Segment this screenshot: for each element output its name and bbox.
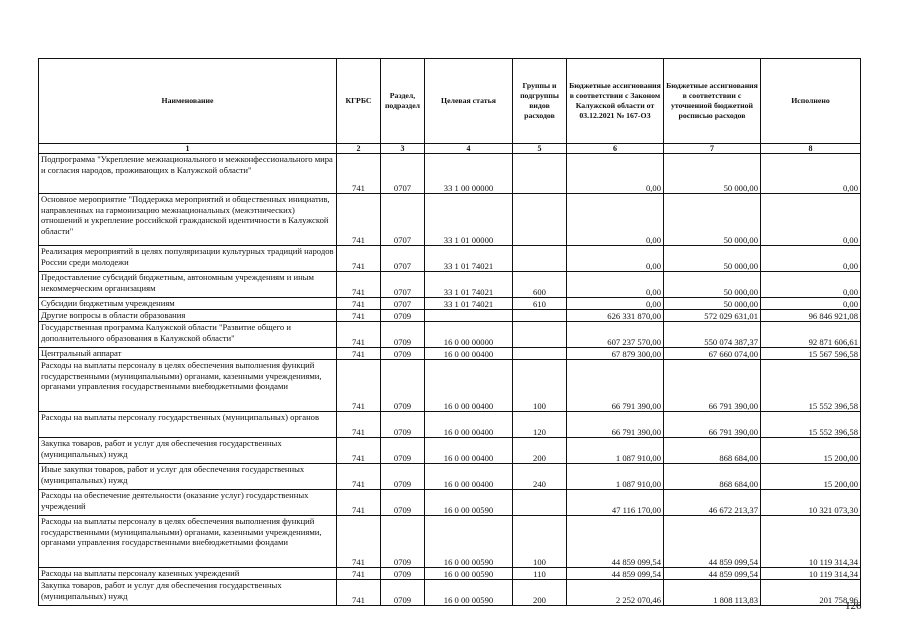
cell-section: 0707 <box>381 154 425 194</box>
cell-expense-group <box>513 194 567 246</box>
cell-name: Расходы на обеспечение деятельности (оказание услуг) государственных учреждений <box>39 490 337 516</box>
cell-target-article: 16 0 00 00400 <box>425 438 513 464</box>
cell-refined-allocation: 66 791 390,00 <box>664 412 761 438</box>
cell-refined-allocation: 1 808 113,83 <box>664 580 761 606</box>
col-header-expense-groups: Группы и подгруппы видов расходов <box>513 59 567 144</box>
cell-name: Реализация мероприятий в целях популяризации культурных традиций народов России среди молодежи <box>39 246 337 272</box>
cell-refined-allocation: 50 000,00 <box>664 246 761 272</box>
col-number: 2 <box>337 144 381 154</box>
cell-name: Государственная программа Калужской области "Развитие общего и дополнительного образования в Калужской области" <box>39 322 337 348</box>
cell-target-article: 33 1 01 74021 <box>425 272 513 298</box>
table-row <box>39 438 861 464</box>
table-row <box>39 516 861 568</box>
cell-kgrbs: 741 <box>337 194 381 246</box>
cell-expense-group: 200 <box>513 438 567 464</box>
table-row <box>39 580 861 606</box>
cell-section: 0709 <box>381 322 425 348</box>
col-number: 3 <box>381 144 425 154</box>
cell-law-allocation: 0,00 <box>567 154 664 194</box>
cell-section: 0709 <box>381 580 425 606</box>
cell-kgrbs: 741 <box>337 298 381 310</box>
table-row <box>39 360 861 412</box>
cell-name: Иные закупки товаров, работ и услуг для обеспечения государственных (муниципальных) нужд <box>39 464 337 490</box>
cell-name: Подпрограмма "Укрепление межнационального и межконфессионального мира и согласия народов, проживающих в Калужской области" <box>39 154 337 194</box>
cell-expense-group: 110 <box>513 568 567 580</box>
col-number: 8 <box>761 144 861 154</box>
col-header-section: Раздел, подраздел <box>381 59 425 144</box>
cell-section: 0709 <box>381 438 425 464</box>
cell-law-allocation: 44 859 099,54 <box>567 516 664 568</box>
cell-executed: 10 119 314,34 <box>761 516 861 568</box>
cell-law-allocation: 607 237 570,00 <box>567 322 664 348</box>
cell-kgrbs: 741 <box>337 310 381 322</box>
cell-refined-allocation: 67 660 074,00 <box>664 348 761 360</box>
cell-refined-allocation: 50 000,00 <box>664 194 761 246</box>
cell-section: 0707 <box>381 272 425 298</box>
cell-target-article: 16 0 00 00400 <box>425 464 513 490</box>
cell-law-allocation: 44 859 099,54 <box>567 568 664 580</box>
cell-expense-group: 610 <box>513 298 567 310</box>
cell-target-article: 33 1 00 00000 <box>425 154 513 194</box>
cell-target-article: 16 0 00 00400 <box>425 412 513 438</box>
cell-law-allocation: 626 331 870,00 <box>567 310 664 322</box>
cell-refined-allocation: 868 684,00 <box>664 464 761 490</box>
cell-name: Расходы на выплаты персоналу казенных учреждений <box>39 568 337 580</box>
cell-name: Основное мероприятие "Поддержка мероприятий и общественных инициатив, направленных на гармонизацию межнациональных (межэтнических) отношений и укрепление российской гражданской идентичности в Калужской области" <box>39 194 337 246</box>
table-row <box>39 310 861 322</box>
table-row <box>39 348 861 360</box>
cell-refined-allocation: 572 029 631,01 <box>664 310 761 322</box>
cell-target-article: 16 0 00 00590 <box>425 490 513 516</box>
header-row <box>39 59 861 144</box>
cell-refined-allocation: 44 859 099,54 <box>664 516 761 568</box>
table-row <box>39 322 861 348</box>
cell-target-article: 33 1 01 74021 <box>425 246 513 272</box>
col-header-law-allocations: Бюджетные ассигнования в соответствии с Законом Калужской области от 03.12.2021 № 167-ОЗ <box>567 59 664 144</box>
cell-refined-allocation: 44 859 099,54 <box>664 568 761 580</box>
cell-target-article: 16 0 00 00590 <box>425 580 513 606</box>
cell-kgrbs: 741 <box>337 322 381 348</box>
cell-expense-group <box>513 154 567 194</box>
cell-executed: 10 119 314,34 <box>761 568 861 580</box>
cell-executed: 0,00 <box>761 194 861 246</box>
cell-section: 0707 <box>381 298 425 310</box>
cell-expense-group: 600 <box>513 272 567 298</box>
cell-law-allocation: 67 879 300,00 <box>567 348 664 360</box>
cell-expense-group: 200 <box>513 580 567 606</box>
cell-executed: 15 200,00 <box>761 438 861 464</box>
cell-expense-group <box>513 246 567 272</box>
table-row <box>39 412 861 438</box>
cell-executed: 10 321 073,30 <box>761 490 861 516</box>
cell-name: Центральный аппарат <box>39 348 337 360</box>
column-number-row <box>39 144 861 154</box>
cell-kgrbs: 741 <box>337 348 381 360</box>
page-number: 126 <box>845 600 862 612</box>
cell-section: 0709 <box>381 568 425 580</box>
cell-kgrbs: 741 <box>337 464 381 490</box>
cell-name: Расходы на выплаты персоналу в целях обеспечения выполнения функций государственными (муниципальными) органами, казенными учреждениями, органами управления государственными внебюджетными фондами <box>39 516 337 568</box>
cell-section: 0707 <box>381 246 425 272</box>
cell-kgrbs: 741 <box>337 516 381 568</box>
cell-name: Субсидии бюджетным учреждениям <box>39 298 337 310</box>
cell-refined-allocation: 550 074 387,37 <box>664 322 761 348</box>
cell-kgrbs: 741 <box>337 438 381 464</box>
cell-section: 0709 <box>381 516 425 568</box>
cell-refined-allocation: 868 684,00 <box>664 438 761 464</box>
table-body <box>39 154 861 606</box>
col-number: 7 <box>664 144 761 154</box>
cell-law-allocation: 0,00 <box>567 194 664 246</box>
cell-refined-allocation: 50 000,00 <box>664 272 761 298</box>
cell-law-allocation: 66 791 390,00 <box>567 360 664 412</box>
cell-section: 0709 <box>381 412 425 438</box>
cell-refined-allocation: 50 000,00 <box>664 154 761 194</box>
cell-name: Предоставление субсидий бюджетным, автономным учреждениям и иным некоммерческим организациям <box>39 272 337 298</box>
cell-expense-group: 100 <box>513 516 567 568</box>
table-row <box>39 490 861 516</box>
cell-name: Другие вопросы в области образования <box>39 310 337 322</box>
cell-kgrbs: 741 <box>337 360 381 412</box>
cell-executed: 201 758,96 <box>761 580 861 606</box>
cell-expense-group: 240 <box>513 464 567 490</box>
cell-target-article: 16 0 00 00400 <box>425 360 513 412</box>
cell-kgrbs: 741 <box>337 490 381 516</box>
cell-section: 0709 <box>381 464 425 490</box>
cell-law-allocation: 1 087 910,00 <box>567 464 664 490</box>
cell-law-allocation: 0,00 <box>567 272 664 298</box>
cell-section: 0709 <box>381 348 425 360</box>
cell-name: Закупка товаров, работ и услуг для обеспечения государственных (муниципальных) нужд <box>39 438 337 464</box>
cell-section: 0709 <box>381 490 425 516</box>
cell-executed: 0,00 <box>761 246 861 272</box>
cell-expense-group <box>513 322 567 348</box>
cell-expense-group: 120 <box>513 412 567 438</box>
cell-target-article: 16 0 00 00000 <box>425 322 513 348</box>
table-row <box>39 464 861 490</box>
cell-expense-group <box>513 490 567 516</box>
cell-name: Расходы на выплаты персоналу в целях обеспечения выполнения функций государственными (муниципальными) органами, казенными учреждениями, органами управления государственными внебюджетными фондами <box>39 360 337 412</box>
cell-section: 0709 <box>381 360 425 412</box>
cell-law-allocation: 0,00 <box>567 298 664 310</box>
table-row <box>39 272 861 298</box>
cell-executed: 0,00 <box>761 154 861 194</box>
cell-expense-group: 100 <box>513 360 567 412</box>
col-header-name: Наименование <box>39 59 337 144</box>
cell-target-article <box>425 310 513 322</box>
cell-law-allocation: 2 252 070,46 <box>567 580 664 606</box>
table-row <box>39 246 861 272</box>
cell-executed: 96 846 921,08 <box>761 310 861 322</box>
cell-executed: 15 552 396,58 <box>761 360 861 412</box>
cell-section: 0709 <box>381 310 425 322</box>
cell-executed: 0,00 <box>761 272 861 298</box>
cell-target-article: 33 1 01 00000 <box>425 194 513 246</box>
cell-law-allocation: 66 791 390,00 <box>567 412 664 438</box>
col-number: 6 <box>567 144 664 154</box>
cell-executed: 92 871 606,61 <box>761 322 861 348</box>
cell-executed: 0,00 <box>761 298 861 310</box>
budget-execution-table <box>38 58 861 606</box>
cell-kgrbs: 741 <box>337 154 381 194</box>
table-row <box>39 194 861 246</box>
cell-kgrbs: 741 <box>337 412 381 438</box>
cell-law-allocation: 1 087 910,00 <box>567 438 664 464</box>
cell-kgrbs: 741 <box>337 246 381 272</box>
table-row <box>39 298 861 310</box>
cell-name: Закупка товаров, работ и услуг для обеспечения государственных (муниципальных) нужд <box>39 580 337 606</box>
cell-target-article: 16 0 00 00590 <box>425 516 513 568</box>
cell-law-allocation: 47 116 170,00 <box>567 490 664 516</box>
col-header-executed: Исполнено <box>761 59 861 144</box>
table-row <box>39 568 861 580</box>
cell-kgrbs: 741 <box>337 272 381 298</box>
cell-refined-allocation: 50 000,00 <box>664 298 761 310</box>
cell-executed: 15 200,00 <box>761 464 861 490</box>
budget-table-sheet <box>38 58 860 606</box>
cell-section: 0707 <box>381 194 425 246</box>
table-row <box>39 154 861 194</box>
col-number: 5 <box>513 144 567 154</box>
cell-refined-allocation: 46 672 213,37 <box>664 490 761 516</box>
cell-executed: 15 567 596,58 <box>761 348 861 360</box>
col-number: 4 <box>425 144 513 154</box>
col-header-refined-allocations: Бюджетные ассигнования в соответствии с уточненной бюджетной росписью расходов <box>664 59 761 144</box>
cell-executed: 15 552 396,58 <box>761 412 861 438</box>
col-header-target-article: Целевая статья <box>425 59 513 144</box>
cell-law-allocation: 0,00 <box>567 246 664 272</box>
cell-target-article: 16 0 00 00590 <box>425 568 513 580</box>
cell-kgrbs: 741 <box>337 568 381 580</box>
cell-target-article: 33 1 01 74021 <box>425 298 513 310</box>
cell-refined-allocation: 66 791 390,00 <box>664 360 761 412</box>
col-number: 1 <box>39 144 337 154</box>
cell-expense-group <box>513 310 567 322</box>
col-header-kgrbs: КГРБС <box>337 59 381 144</box>
cell-target-article: 16 0 00 00400 <box>425 348 513 360</box>
cell-name: Расходы на выплаты персоналу государственных (муниципальных) органов <box>39 412 337 438</box>
cell-kgrbs: 741 <box>337 580 381 606</box>
cell-expense-group <box>513 348 567 360</box>
